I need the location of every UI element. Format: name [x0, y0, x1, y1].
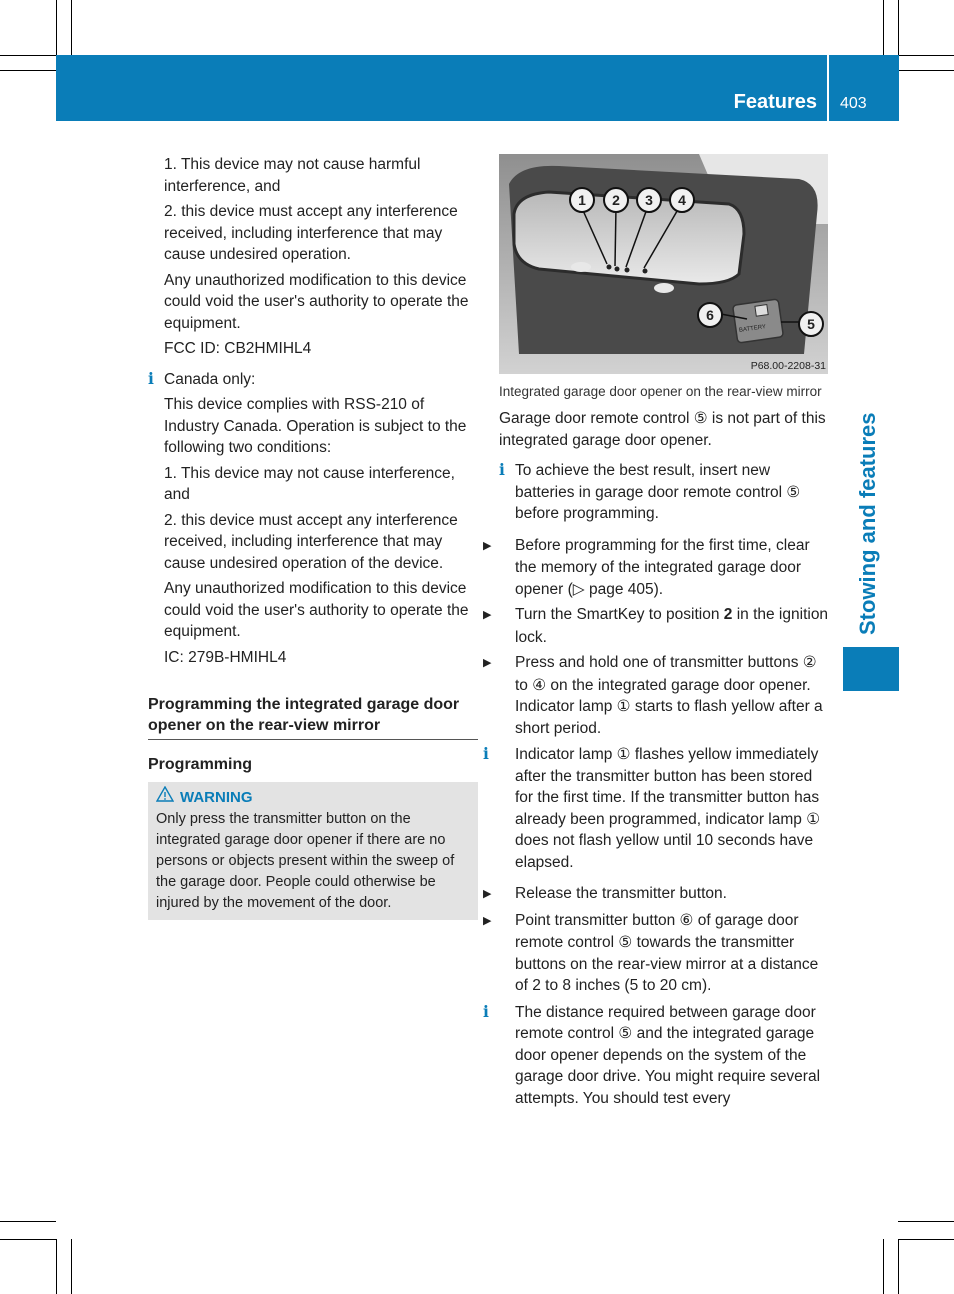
section-heading: Programming the integrated garage door opener on the rear-view mirror [148, 696, 460, 734]
info-batteries-text: To achieve the best result, insert new batteries in garage door remote control ⑤ before programming. [515, 462, 801, 522]
page-header [56, 55, 899, 121]
step-clear-memory-text: Before programming for the first time, clear the memory of the integrated garage door opener (▷ page 405). [515, 536, 810, 598]
info-icon: i [483, 744, 489, 763]
callout-3: 3 [636, 187, 662, 213]
warning-label: WARNING [180, 788, 253, 806]
step-press-hold-text: Press and hold one of transmitter buttons ② to ④ on the integrated garage door opener. [515, 654, 817, 694]
step-arrow-icon: ▶ [483, 914, 492, 927]
mirror-figure [499, 154, 828, 374]
mirror-illustration [499, 154, 828, 374]
figure-reference: P68.00-2208-31 [750, 360, 826, 372]
fcc-condition-1: 1. This device may not cause harmful interference, and [164, 156, 421, 195]
canada-modification-note: Any unauthorized modification to this device could void the user's authority to operate the equipment. [164, 580, 469, 640]
chapter-tab-label: Stowing and features [855, 412, 880, 635]
warning-box [148, 782, 478, 920]
canada-condition-1: 1. This device may not cause interference, and [164, 464, 455, 503]
info-icon: i [483, 1001, 489, 1021]
warning-header [156, 786, 470, 809]
crop-mark [883, 1239, 884, 1294]
header-divider [827, 55, 829, 121]
crop-mark [0, 70, 56, 71]
step-clear-memory [483, 535, 831, 601]
info-distance [483, 1001, 831, 1110]
callout-2: 2 [603, 187, 629, 213]
info-indicator-lamp [483, 743, 831, 873]
chapter-tab-marker [843, 647, 899, 691]
page-number: 403 [840, 95, 867, 112]
figure-caption: Integrated garage door opener on the rear-view mirror [499, 384, 822, 399]
info-distance-text: The distance required between garage door remote control ⑤ and the integrated garage door opener depends on the system of the garage door drive. You might require several attempts. You should test every [515, 1003, 821, 1107]
crop-mark [56, 1239, 57, 1294]
warning-text: Only press the transmitter button on the integrated garage door opener if there are no persons or objects present within the sweep of the garage door. People could otherwise be injured by the movement of the door. [156, 810, 455, 911]
crop-mark [0, 1239, 56, 1240]
crop-mark [898, 1221, 954, 1222]
step-release [483, 883, 831, 906]
warning-triangle-icon [156, 786, 180, 809]
fcc-id: FCC ID: CB2HMIHL4 [164, 340, 312, 357]
step-arrow-icon: ▶ [483, 657, 492, 669]
info-icon: i [499, 460, 505, 479]
info-batteries [499, 459, 831, 525]
crop-mark [883, 0, 884, 55]
step-smartkey [483, 604, 831, 648]
step-press-hold [483, 652, 831, 696]
fcc-condition-2: 2. this device must accept any interference received, including interference that may cause undesired operation. [164, 203, 458, 263]
step-arrow-icon: ▶ [483, 609, 492, 621]
step-point-remote [483, 910, 831, 997]
callout-1: 1 [569, 187, 595, 213]
step-point-remote-text: Point transmitter button ⑥ of garage door remote control ⑤ towards the transmitter buttons on the rear-view mirror at a distance of 2 to 8 inches (5 to 20 cm). [515, 911, 819, 994]
step-release-text: Release the transmitter button. [515, 885, 727, 902]
step-arrow-icon: ▶ [483, 539, 492, 552]
crop-mark [56, 0, 57, 55]
step-smartkey-text: Turn the SmartKey to position [515, 606, 724, 623]
callout-4: 4 [669, 187, 695, 213]
crop-mark [898, 70, 954, 71]
intro-paragraph: Garage door remote control ⑤ is not part of this integrated garage door opener. [499, 410, 826, 449]
crop-mark [898, 1239, 899, 1294]
crop-mark [71, 1239, 72, 1294]
ic-id: IC: 279B-HMIHL4 [164, 648, 287, 666]
subheading: Programming [148, 756, 253, 773]
canada-compliance: This device complies with RSS-210 of Industry Canada. Operation is subject to the following two conditions: [164, 396, 467, 456]
info-indicator-lamp-text: Indicator lamp ① flashes yellow immediately after the transmitter button has been stored for the first time. If the transmitter button has already been programmed, indicator lamp ① does not flash yellow until 10 seconds have elapsed. [515, 746, 821, 871]
crop-mark [71, 0, 72, 55]
canada-condition-2: 2. this device must accept any interference received, including interference that may cause undesired operation of the device. [164, 511, 458, 572]
section-title: Features [733, 91, 817, 113]
crop-mark [898, 0, 899, 55]
crop-mark [898, 55, 954, 56]
step-smartkey-text-end: in the ignition lock. [515, 606, 829, 646]
right-column [483, 384, 831, 1113]
callout-5: 5 [798, 311, 824, 337]
left-column [148, 154, 478, 920]
crop-mark [0, 55, 56, 56]
canada-note [148, 368, 478, 391]
step-arrow-icon: ▶ [483, 888, 492, 900]
callout-6: 6 [697, 302, 723, 328]
step-press-hold-result: Indicator lamp ① starts to flash yellow after a short period. [515, 698, 823, 737]
position-number: 2 [723, 606, 733, 623]
canada-heading: Canada only: [164, 370, 256, 388]
crop-mark [0, 1221, 56, 1222]
info-icon: i [148, 368, 154, 388]
battery-label: BATTERY [738, 324, 767, 334]
crop-mark [898, 1239, 954, 1240]
fcc-modification-note: Any unauthorized modification to this device could void the user's authority to operate the equipment. [164, 271, 469, 332]
